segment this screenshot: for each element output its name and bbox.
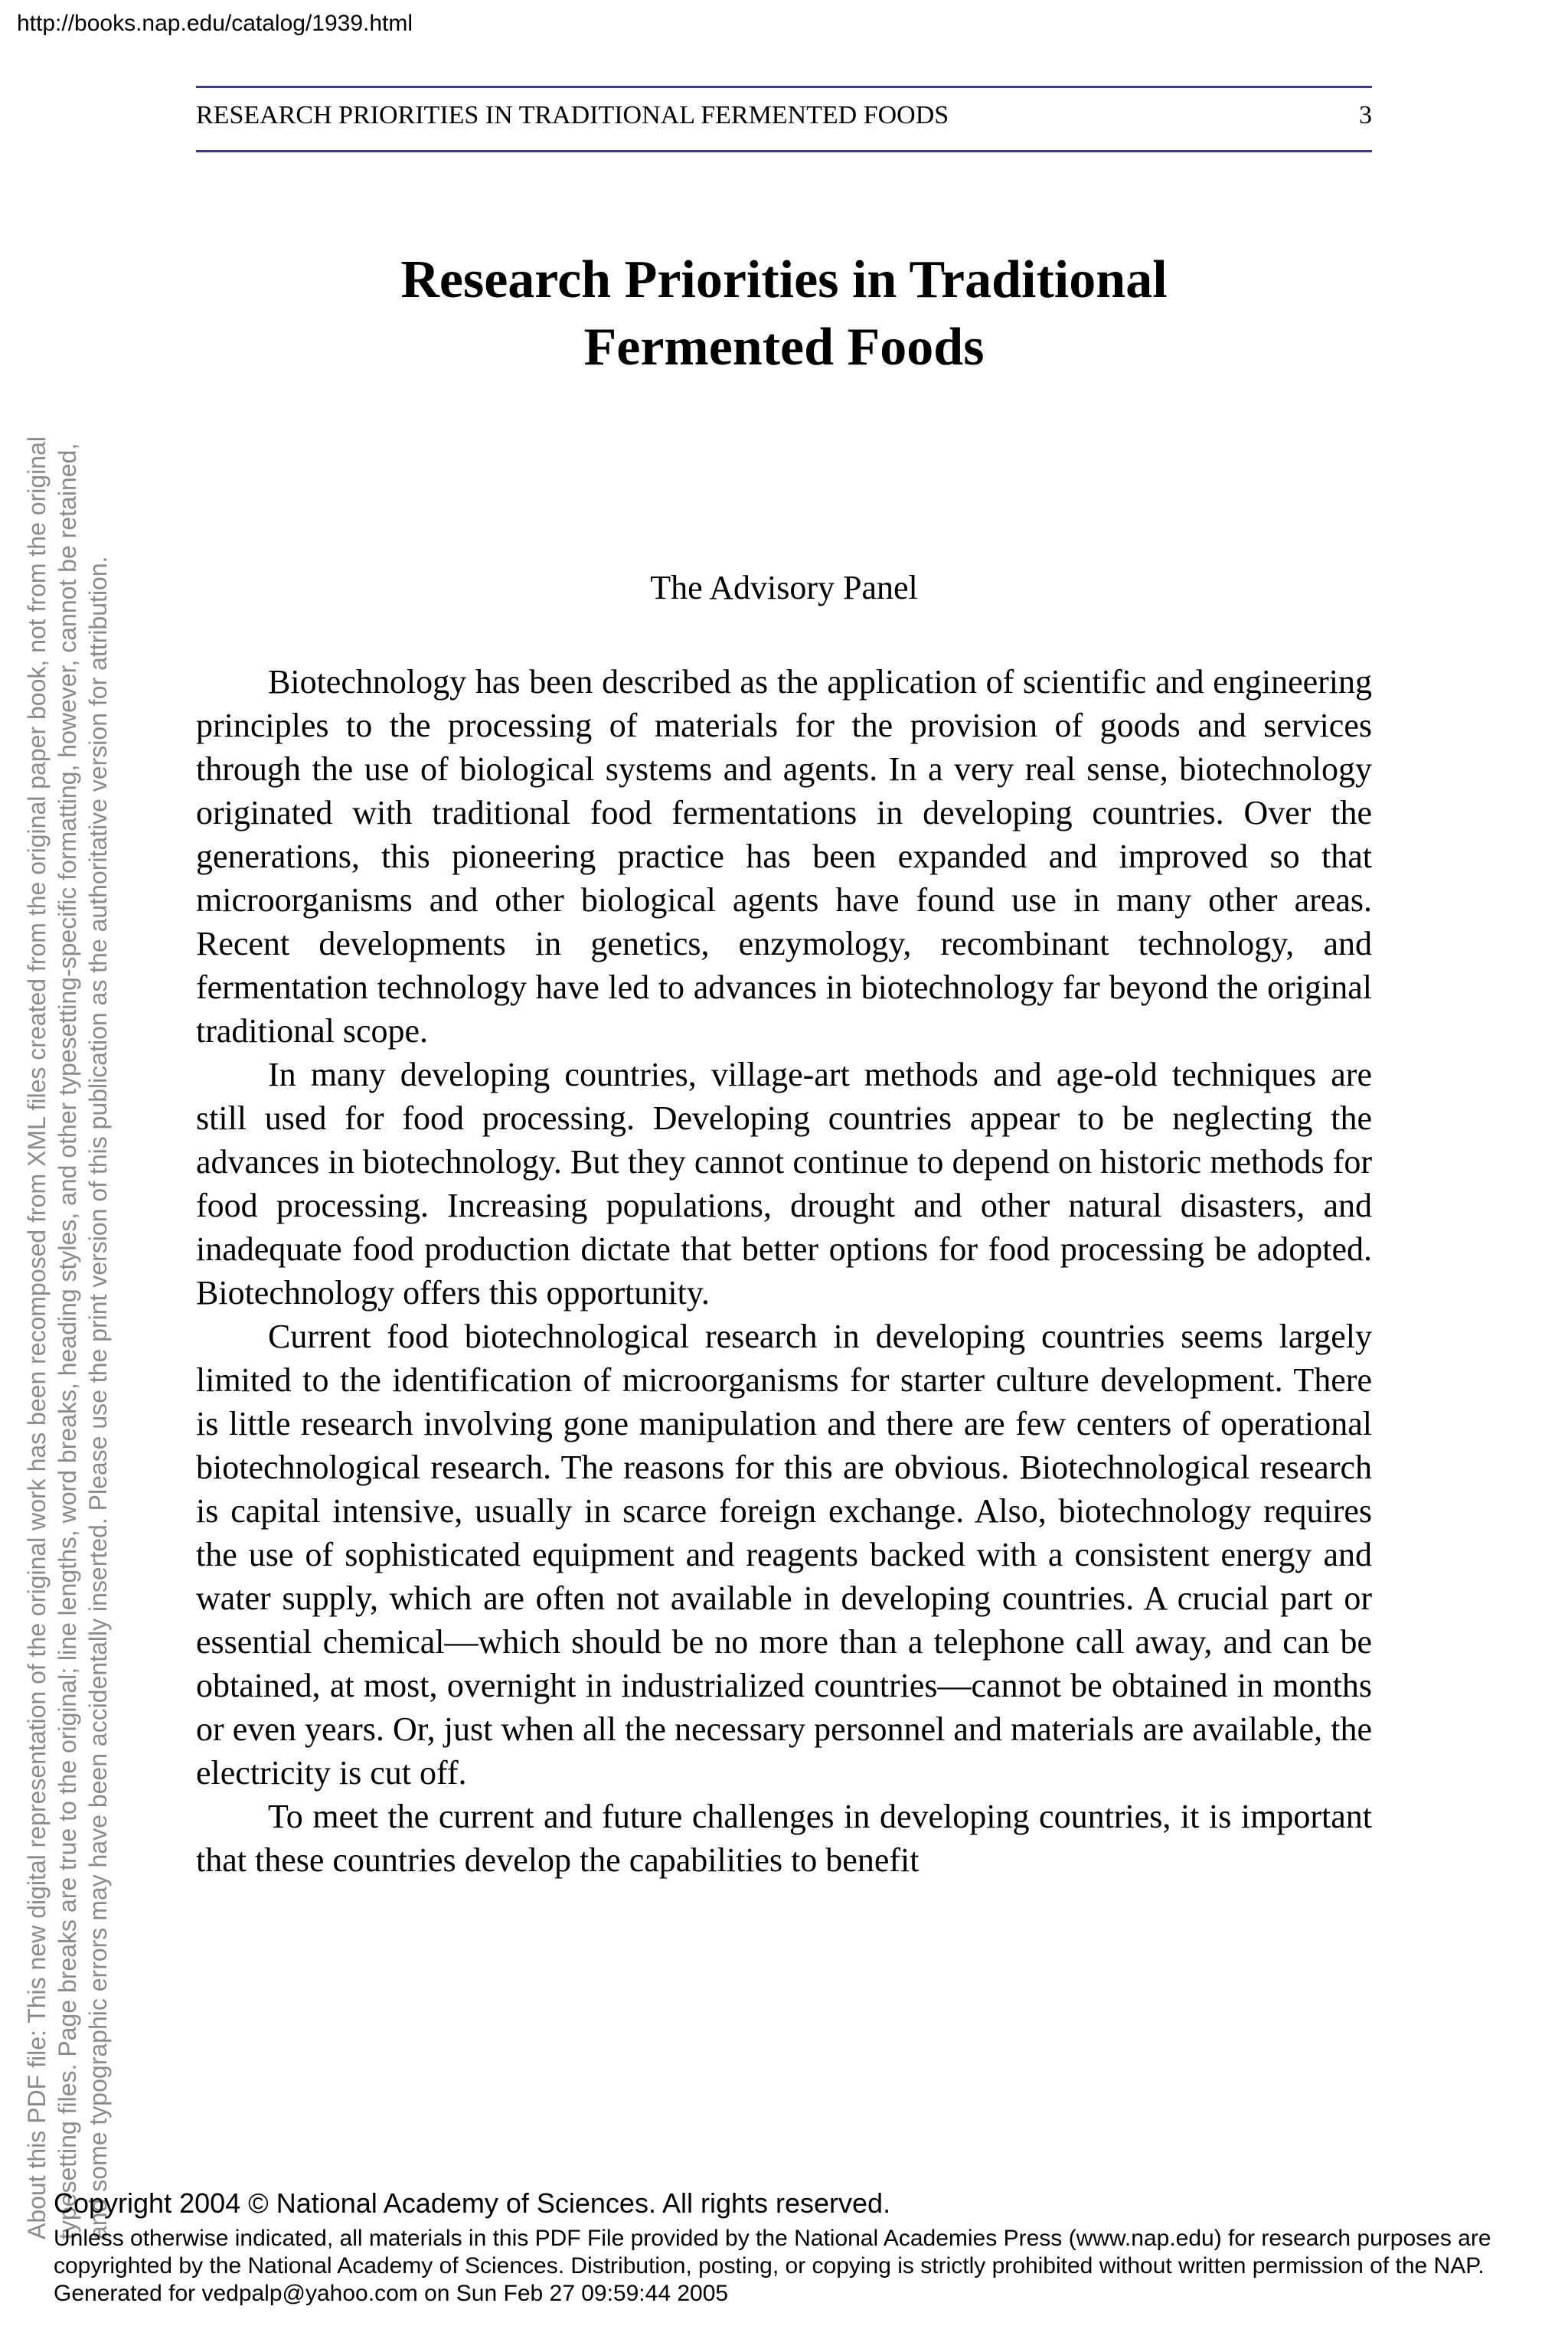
page-footer (54, 2187, 1539, 2308)
author-line: The Advisory Panel (650, 569, 918, 606)
header-top-rule (196, 86, 1372, 88)
body-text (196, 660, 1372, 1882)
paragraph: Current food biotechnological research in developing countries seems largely limited to the identification of microorganisms for starter culture development. There is little research involving gone manipulation and there are few centers of operational biotechnological research. The reasons for this are obvious. Biotechnological research is capital intensive, usually in scarce foreign exchange. Also, biotechnology requires the use of sophisticated equipment and reagents backed with a consistent energy and water supply, which are often not available in developing countries. A crucial part or essential chemical—which should be no more than a telephone call away, and can be obtained, at most, overnight in industrialized countries—cannot be obtained in months or even years. Or, just when all the necessary personnel and materials are available, the electricity is cut off. (196, 1318, 1372, 1792)
disclaimer-line: and some typographic errors may have been accidentally inserted. Please use the print version of this publication as the authoritative version for attribution. (84, 556, 112, 2239)
copyright-notice: Copyright 2004 © National Academy of Sciences. All rights reserved. (54, 2187, 891, 2219)
header-bottom-rule (196, 150, 1372, 152)
usage-notice: Unless otherwise indicated, all materials in this PDF File provided by the National Academies Press (www.nap.edu) for research purposes are copyrighted by the National Academy of Sciences. Distribution, posting, or copying is strictly prohibited without written permission of the NAP. (54, 2226, 1491, 2278)
paragraph: To meet the current and future challenges in developing countries, it is important that these countries develop the capabilities to benefit (196, 1798, 1372, 1879)
generated-line: Generated for vedpalp@yahoo.com on Sun Feb 27 09:59:44 2005 (54, 2281, 729, 2306)
page-number: 3 (1359, 101, 1372, 129)
running-title: RESEARCH PRIORITIES IN TRADITIONAL FERMENTED FOODS (196, 101, 949, 129)
running-header (196, 101, 1372, 130)
source-url[interactable]: http://books.nap.edu/catalog/1939.html (17, 11, 413, 36)
pdf-disclaimer-sidebar (21, 103, 113, 2239)
disclaimer-line: typesetting files. Page breaks are true to the original; line lengths, word breaks, heading styles, and other typesetting-specific formatting, however, cannot be retained, (54, 443, 81, 2239)
disclaimer-line: About this PDF file: This new digital representation of the original work has been recomposed from XML files created from the original paper book, not from the original (23, 436, 51, 2239)
chapter-title-line: Fermented Foods (583, 318, 985, 377)
paragraph: Biotechnology has been described as the application of scientific and engineering principles to the processing of materials for the provision of goods and services through the use of biological systems and agents. In a very real sense, biotechnology originated with traditional food fermentations in developing countries. Over the generations, this pioneering practice has been expanded and improved so that microorganisms and other biological agents have found use in many other areas. Recent developments in genetics, enzymology, recombinant technology, and fermentation technology have led to advances in biotechnology far beyond the original traditional scope. (196, 663, 1372, 1050)
chapter-title (196, 247, 1372, 381)
paragraph: In many developing countries, village-art methods and age-old techniques are still used for food processing. Developing countries appear to be neglecting the advances in biotechnology. But they cannot continue to depend on historic methods for food processing. Increasing populations, drought and other natural disasters, and inadequate food production dictate that better options for food processing be adopted. Biotechnology offers this opportunity. (196, 1056, 1372, 1312)
chapter-title-line: Research Priorities in Traditional (400, 250, 1168, 309)
